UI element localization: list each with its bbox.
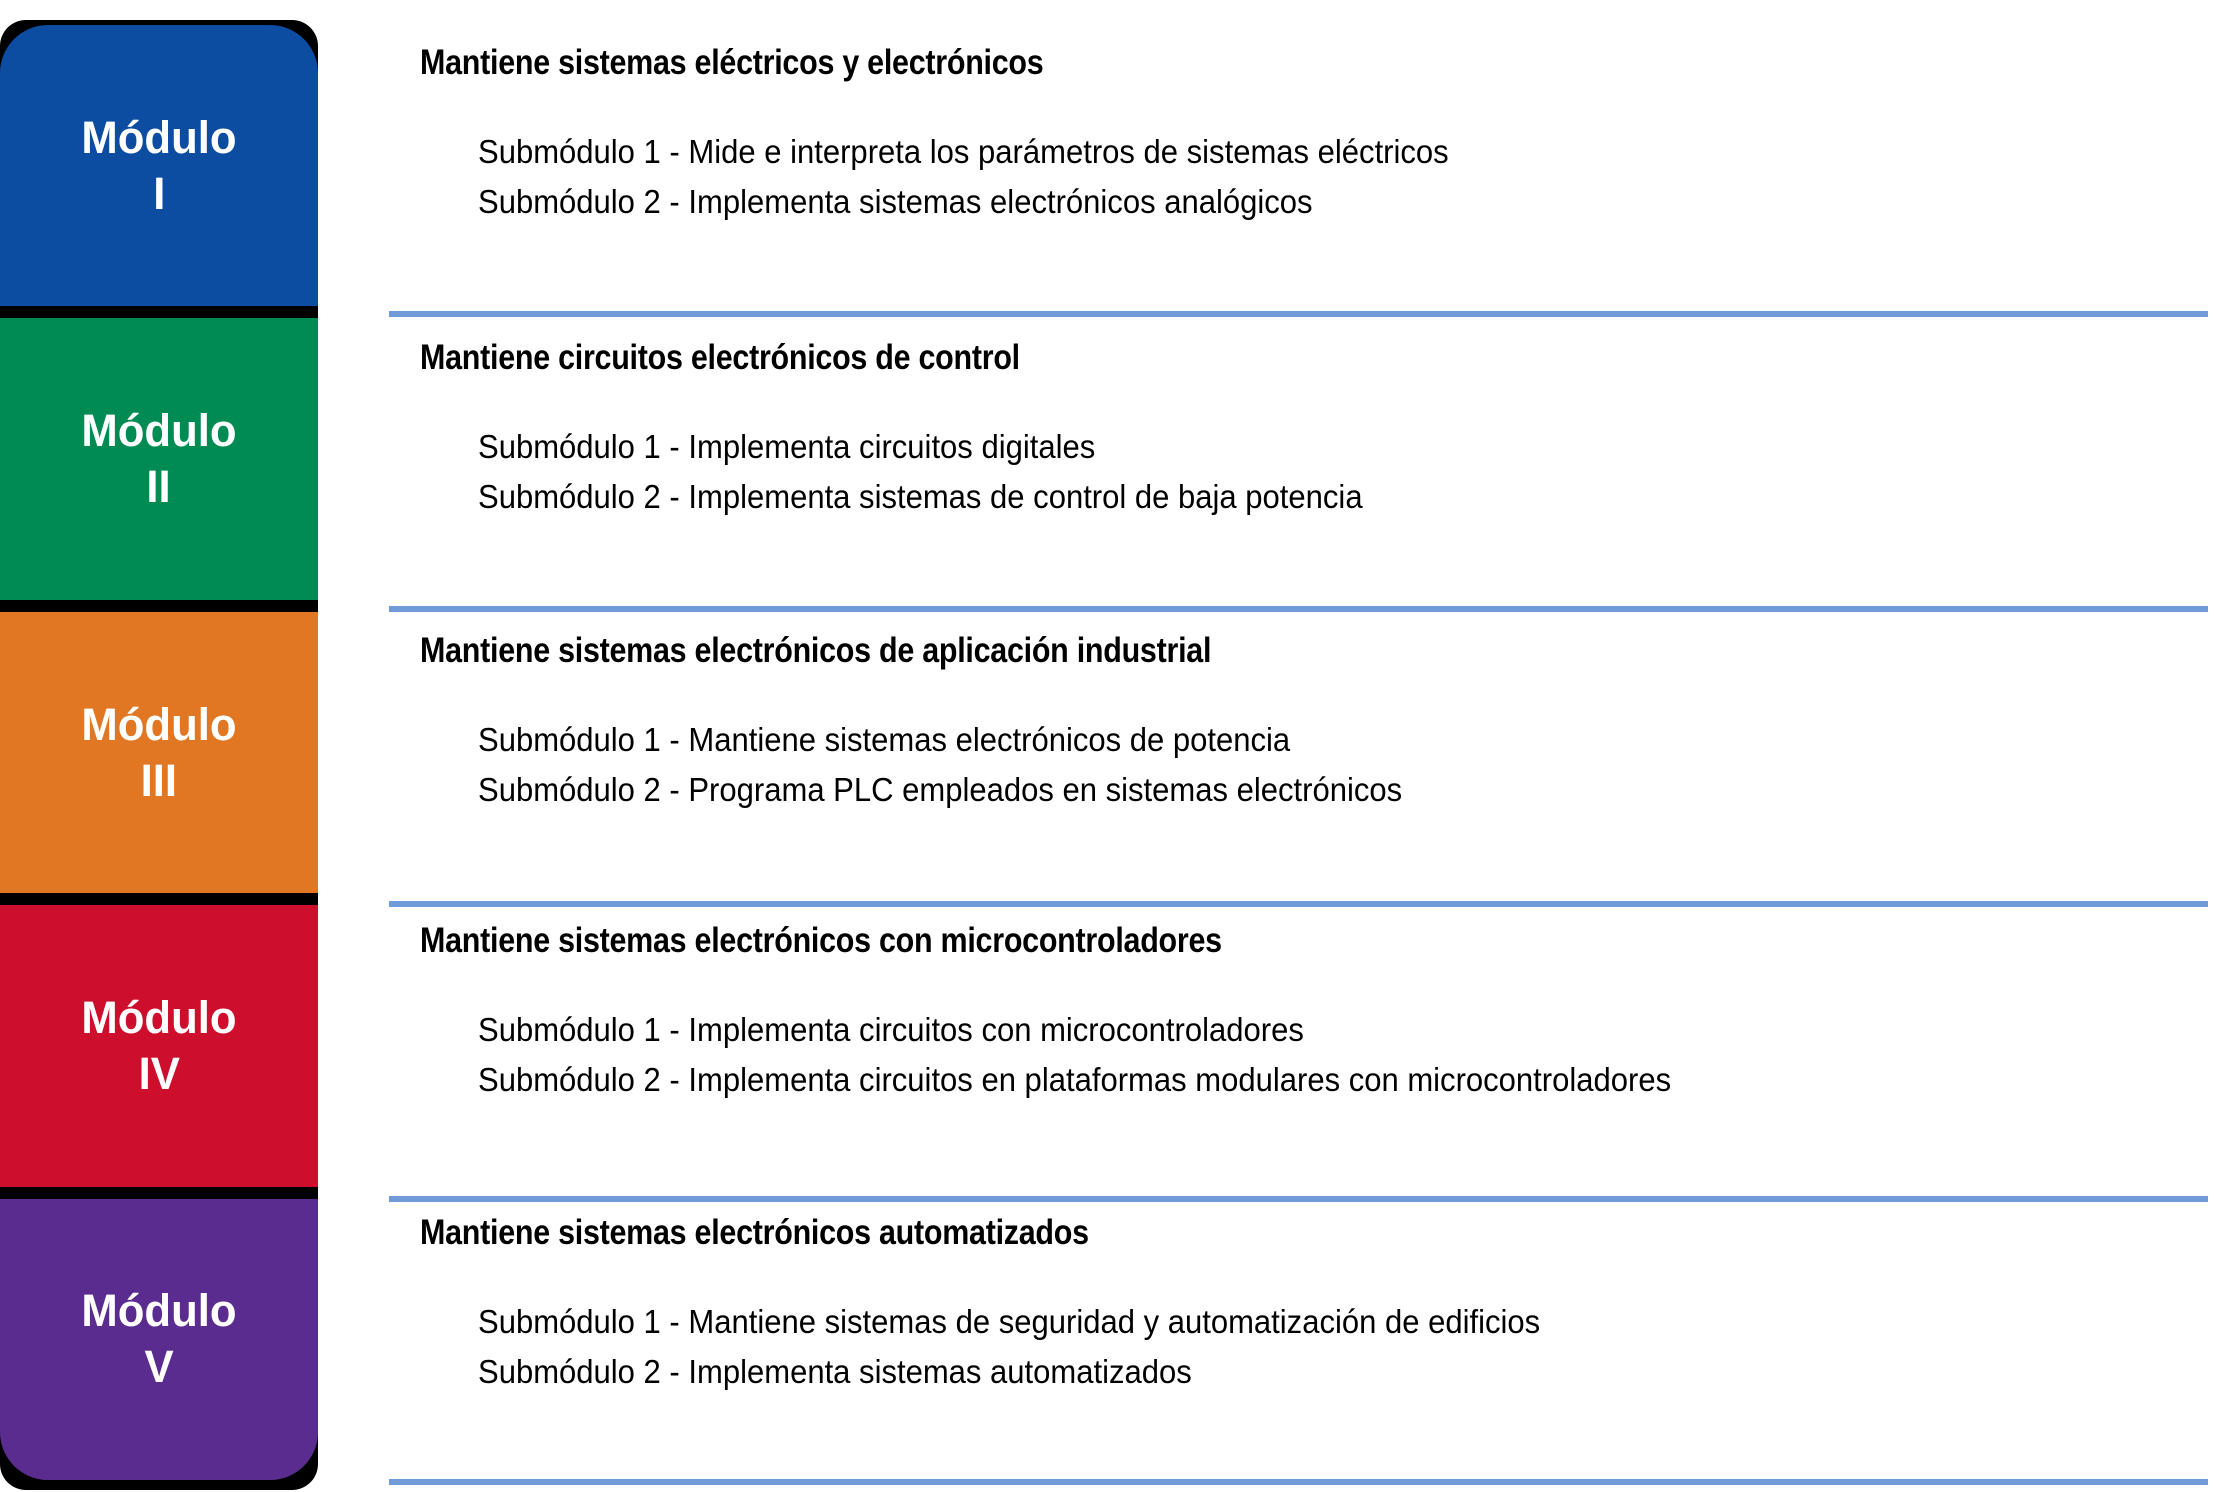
submodule-line [478, 1347, 1608, 1397]
section-divider [389, 901, 2208, 907]
module-block-3 [0, 612, 318, 893]
section-title-1 [420, 41, 1511, 85]
module-label-1: Módulo [81, 111, 237, 163]
submodule-line [478, 715, 1461, 765]
submodule-list-3 [478, 715, 1461, 815]
submodule-list-5 [478, 1297, 1608, 1397]
submodule-line [478, 127, 1511, 177]
submodule-line [478, 177, 1511, 227]
section-title-2 [420, 336, 1419, 380]
submodule-text: Submódulo 1 - Mantiene sistemas electrónicos de potencia [478, 721, 1291, 758]
module-section-5 [420, 1211, 1608, 1397]
submodule-line [478, 1055, 1747, 1105]
submodule-line [478, 765, 1461, 815]
module-column [0, 20, 318, 1490]
module-label-5: Módulo [81, 1285, 237, 1337]
section-divider [389, 1196, 2208, 1202]
submodule-text: Submódulo 1 - Implementa circuitos con microcontroladores [478, 1011, 1304, 1048]
section-title-5 [420, 1211, 1608, 1255]
submodule-text: Submódulo 2 - Implementa circuitos en plataformas modulares con microcontroladores [478, 1061, 1672, 1098]
module-section-4 [420, 919, 1747, 1105]
module-block-1 [0, 25, 318, 306]
section-divider [389, 606, 2208, 612]
module-numeral-1: I [152, 167, 166, 219]
submodule-text: Submódulo 2 - Implementa sistemas automatizados [478, 1353, 1192, 1390]
submodule-text: Submódulo 1 - Mide e interpreta los parámetros de sistemas eléctricos [478, 133, 1449, 170]
module-section-3 [420, 629, 1461, 815]
module-numeral-4: IV [138, 1047, 180, 1099]
module-block-5 [0, 1199, 318, 1480]
section-title-text-3: Mantiene sistemas electrónicos de aplicación industrial [420, 631, 1212, 670]
module-numeral-5: V [144, 1341, 174, 1393]
section-title-text-2: Mantiene circuitos electrónicos de control [420, 338, 1020, 377]
section-title-text-5: Mantiene sistemas electrónicos automatizados [420, 1213, 1089, 1252]
submodule-text: Submódulo 2 - Implementa sistemas electrónicos analógicos [478, 183, 1313, 220]
submodule-list-2 [478, 422, 1419, 522]
submodule-text: Submódulo 1 - Implementa circuitos digitales [478, 428, 1096, 465]
module-section-2 [420, 336, 1419, 522]
submodule-text: Submódulo 1 - Mantiene sistemas de seguridad y automatización de edificios [478, 1303, 1541, 1340]
module-block-2 [0, 318, 318, 599]
section-title-text-1: Mantiene sistemas eléctricos y electrónicos [420, 43, 1044, 82]
module-label-3: Módulo [81, 698, 237, 750]
module-block-4 [0, 905, 318, 1186]
module-numeral-2: II [146, 461, 172, 513]
module-label-2: Módulo [81, 405, 237, 457]
submodule-line [478, 1005, 1747, 1055]
submodule-line [478, 422, 1419, 472]
submodule-list-4 [478, 1005, 1747, 1105]
module-label-4: Módulo [81, 991, 237, 1043]
module-section-1 [420, 41, 1511, 227]
submodule-line [478, 1297, 1608, 1347]
section-title-text-4: Mantiene sistemas electrónicos con microcontroladores [420, 921, 1222, 960]
submodule-list-1 [478, 127, 1511, 227]
section-title-4 [420, 919, 1747, 963]
module-numeral-3: III [140, 754, 178, 806]
submodule-line [478, 472, 1419, 522]
section-divider [389, 311, 2208, 317]
section-divider [389, 1479, 2208, 1485]
submodule-text: Submódulo 2 - Implementa sistemas de control de baja potencia [478, 478, 1363, 515]
section-title-3 [420, 629, 1461, 673]
submodule-text: Submódulo 2 - Programa PLC empleados en sistemas electrónicos [478, 771, 1403, 808]
